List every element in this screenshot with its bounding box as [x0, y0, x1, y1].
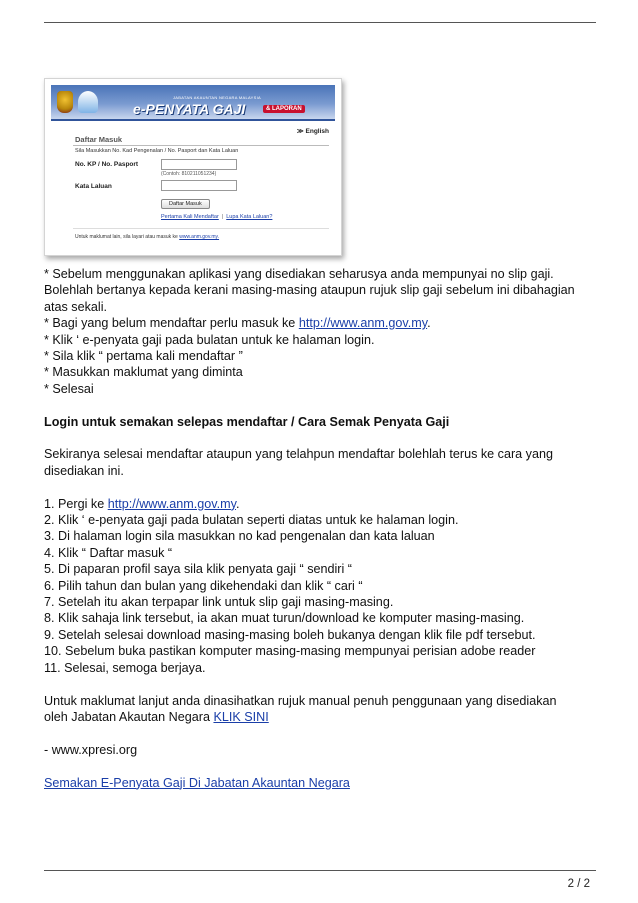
star-line: * Masukkan maklumat yang diminta — [44, 365, 243, 380]
star-line: * Klik ‘ e-penyata gaji pada bulatan untuk ke halaman login. — [44, 332, 375, 347]
step-line: 5. Di paparan profil saya sila klik penyata gaji “ sendiri “ — [44, 562, 352, 577]
source-line: - www.xpresi.org — [44, 742, 138, 757]
star-line: * Selesai — [44, 381, 94, 396]
form-title: Daftar Masuk — [75, 135, 123, 144]
id-label: No. KP / No. Pasport — [75, 161, 139, 168]
intro-line: * Sebelum menggunakan aplikasi yang disediakan seharusya anda mempunyai no slip gaji. — [44, 267, 554, 281]
klik-sini-link[interactable]: KLIK SINI — [213, 709, 269, 724]
step-line: 11. Selesai, semoga berjaya. — [44, 660, 206, 675]
page-number: 2 / 2 — [567, 878, 590, 890]
star-line: * Sila klik “ pertama kali mendaftar ” — [44, 349, 243, 364]
header-subtitle: JABATAN AKAUNTAN NEGARA MALAYSIA — [173, 95, 261, 100]
manual-line — [44, 709, 604, 725]
first-time-link: Pertama Kali Mendaftar — [161, 214, 219, 220]
section-heading: Login untuk semakan selepas mendaftar / Cara Semak Penyata Gaji — [44, 414, 450, 429]
login-button-image: Daftar Masuk — [161, 199, 210, 209]
para-line: Sekiranya selesai mendaftar ataupun yang telahpun mendaftar bolehlah terus ke cara yang — [44, 447, 553, 462]
footer-link: www.anm.gov.my. — [179, 234, 220, 240]
step-line: 8. Klik sahaja link tersebut, ia akan muat turun/download ke komputer masing-masing. — [44, 611, 525, 626]
id-input-image — [161, 159, 237, 170]
step-line: 9. Setelah selesai download masing-masing boleh bukanya dengan klik file pdf tersebut. — [44, 627, 536, 642]
anm-logo-icon — [78, 91, 98, 113]
crest-logo-icon — [57, 91, 73, 113]
footer-divider — [73, 228, 329, 229]
password-input-image — [161, 180, 237, 191]
login-screenshot — [44, 78, 342, 256]
forgot-password-link: Lupa Kata Laluan? — [226, 214, 273, 220]
brand-title: e-PENYATA GAJI — [133, 101, 246, 117]
step-line: 6. Pilih tahun dan bulan yang dikehendaki dan klik “ cari “ — [44, 578, 363, 593]
step-line: 2. Klik ‘ e-penyata gaji pada bulatan seperti diatas untuk ke halaman login. — [44, 513, 459, 528]
form-links — [161, 214, 272, 220]
step-line: 3. Di halaman login sila masukkan no kad pengenalan dan kata laluan — [44, 529, 435, 544]
intro-line: atas sekali. — [44, 299, 107, 314]
form-instruction: Sila Masukkan No. Kad Pengenalan / No. Pasport dan Kata Laluan — [75, 148, 239, 154]
step-line: 10. Sebelum buka pastikan komputer masing-masing mempunyai perisian adobe reader — [44, 644, 536, 659]
bottom-rule — [44, 870, 596, 871]
manual-line: Untuk maklumat lanjut anda dinasihatkan rujuk manual penuh penggunaan yang disediakan — [44, 693, 557, 708]
step1-anm-link[interactable]: http://www.anm.gov.my — [107, 496, 237, 511]
id-hint: (Contoh: 810211051234) — [161, 171, 217, 177]
english-link: ≫ English — [296, 128, 329, 135]
register-line: * Bagi yang belum mendaftar perlu masuk ke http://www.anm.gov.my. — [44, 316, 431, 331]
bottom-link-line — [44, 775, 604, 791]
step1-text: 1. Pergi ke — [44, 496, 108, 511]
para-line: disediakan ini. — [44, 463, 124, 478]
screenshot-footer — [75, 234, 219, 240]
step-line: 1. Pergi ke http://www.anm.gov.my. — [44, 496, 240, 511]
register-line-text: * Bagi yang belum mendaftar perlu masuk ke — [44, 316, 299, 331]
intro-line: Bolehlah bertanya kepada kerani masing-masing ataupun rujuk slip gaji sebelum ini dibahagian — [44, 283, 575, 298]
article-body — [44, 266, 604, 791]
link-separator: | — [221, 214, 224, 220]
bottom-article-link[interactable]: Semakan E-Penyata Gaji Di Jabatan Akauntan Negara — [44, 775, 350, 790]
manual-line-text: oleh Jabatan Akautan Negara — [44, 709, 214, 724]
password-label: Kata Laluan — [75, 183, 112, 190]
step-line: 4. Klik “ Daftar masuk “ — [44, 545, 173, 560]
form-divider — [73, 145, 329, 146]
footer-text: Untuk maklumat lain, sila layari atau masuk ke — [75, 234, 180, 240]
step-line: 7. Setelah itu akan terpapar link untuk slip gaji masing-masing. — [44, 595, 394, 610]
top-rule — [44, 22, 596, 23]
brand-suffix: & LAPORAN — [263, 105, 305, 113]
anm-link[interactable]: http://www.anm.gov.my — [298, 316, 428, 331]
